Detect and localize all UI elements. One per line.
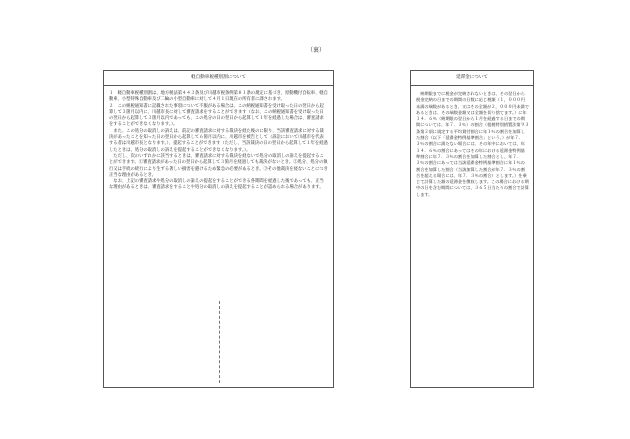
late-fee-box [410, 70, 534, 388]
late-fee-title: 延滞金について [411, 71, 533, 86]
light-vehicle-tax-paragraph: ただし、次のいずれかに該当するときは、審査請求に対する裁決を経ないで処分の取消しの訴えを提起することができます。①審査請求があった日の翌日から起算して３箇月を経過しても裁決がないとき。②処分、処分の執行又は手続の続行により生ずる著しい損害を避けるため緊急の必要があるとき。③その他裁決を経ないことにつき正当な理由があるとき。 [109, 153, 328, 178]
light-vehicle-tax-body [104, 86, 333, 192]
light-vehicle-tax-paragraph: １ 軽自動車税種別割は、地方税法第４４３条及び川越市税条例第８１条の規定に基づき、原動機付自転車、軽自動車、小型特殊自動車及び二輪の小型自動車に対して４月１日現在の所有者に課されます。 [109, 91, 328, 103]
light-vehicle-tax-paragraph: なお、上記の審査請求や処分の取消しの訴えの提起をすることができる各期間を経過した後であっても、正当な理由があるときは、審査請求をすることや処分の取消しの訴えを提起することが認められる場合があります。 [109, 179, 324, 191]
perforation-line [219, 301, 220, 383]
light-vehicle-tax-paragraph: ２ この納税通知書に記載された事項について不服がある場合は、この納税通知書を受け取った日の翌日から起算して３箇月以内に、川越市長に対して審査請求をすることができます（なお、この納税通知書を受け取った日の翌日から起算して３箇月以内であっても、この処分の日の翌日から起算して１年を経過した場合は、審査請求をすることができなくなります。）。 [109, 103, 324, 128]
late-fee-paragraph: 納期限までに税金が完納されないときは、その翌日から税金完納の日までの期間の日数に応じ税額（１，０００円未満の端数があるとき、又はその全額が２，０００円未満であるときは、その端数金額又は全額を切り捨てます。）に年１４．６％（納期限の翌日から１月を経過する日までの期間については、年７．３％）の割合（租税特別措置法第９３条第２項に規定する平均貸付割合に年１％の割合を加算した割合（以下「延滞金特例基準割合」という。）が年７．３％の割合に満たない場合には、その年中においては、年１４．６％の割合にあってはその年における延滞金特例基準割合に年７．３％の割合を加算した割合とし、年７．３％の割合にあっては当該延滞金特例基準割合に年１％の割合を加算した割合（当該加算した割合が年７．３％の割合を超える場合には、年７．３％の割合）とします。）を乗じて計算した額の延滞金を徴収します。この場合における期中の日を含む期間については、３６５日当たりの割合で計算します。 [416, 91, 529, 197]
light-vehicle-tax-box [103, 70, 334, 388]
page-side-label: （裏） [307, 47, 326, 54]
late-fee-body [411, 86, 533, 198]
light-vehicle-tax-paragraph: また、この処分の取消しの訴えは、前記の審査請求に対する裁決を経た後のに限り、当該審査請求に対する裁決があったことを知った日の翌日から起算して６箇月以内に、川越市を被告として（訴訟において川越市を代表する者は川越市長となります。）、提起することができます（ただし、当該裁決の日の翌日から起算して１年を経過したときは、処分の取消しの訴えを提起することができなくなります。）。 [109, 128, 328, 153]
light-vehicle-tax-title: 軽自動車税種別割について [104, 71, 333, 86]
